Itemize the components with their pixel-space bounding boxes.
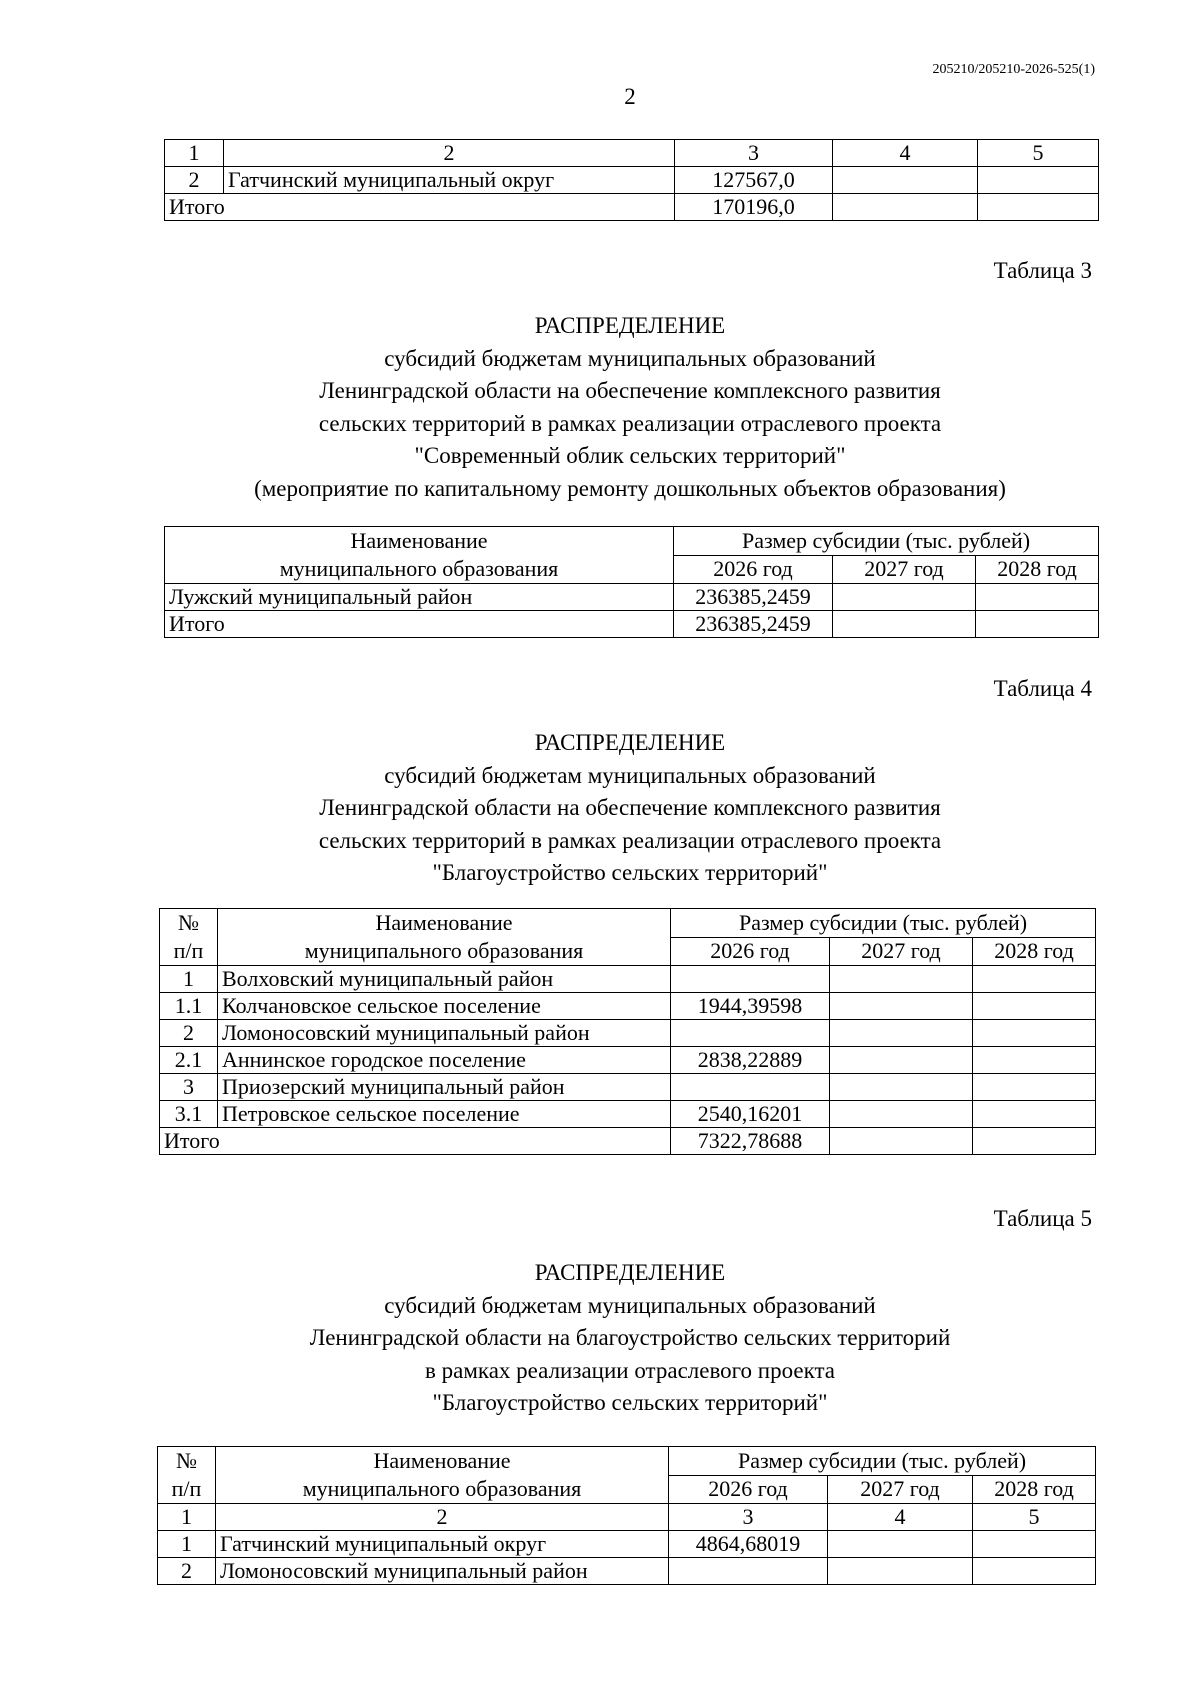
value-2026: 4864,68019 — [669, 1531, 828, 1558]
value-2028 — [973, 1020, 1096, 1047]
number-header — [158, 1447, 216, 1504]
value-2028 — [973, 1047, 1096, 1074]
total-2026: 170196,0 — [675, 194, 833, 221]
table4 — [159, 908, 1096, 1155]
name-header — [216, 1447, 669, 1504]
year-header: 2027 год — [833, 555, 976, 584]
value-2027 — [828, 1558, 973, 1585]
subsidy-header: Размер субсидии (тыс. рублей) — [671, 909, 1096, 938]
value-2027 — [830, 1101, 973, 1128]
column-number-row — [158, 1504, 1096, 1531]
row-number: 1 — [160, 966, 218, 993]
value-2026 — [669, 1558, 828, 1585]
total-2027 — [833, 194, 978, 221]
value-2026 — [671, 1074, 830, 1101]
value-2028 — [976, 584, 1099, 611]
municipality-name: Ломоносовский муниципальный район — [216, 1558, 669, 1585]
row-number: 2 — [165, 167, 224, 194]
title-line: субсидий бюджетам муниципальных образований — [384, 762, 876, 788]
municipality-name: Гатчинский муниципальный округ — [216, 1531, 669, 1558]
header-text: муниципального образования — [304, 938, 584, 963]
cell: 2 — [216, 1504, 669, 1531]
value-2028 — [978, 167, 1099, 194]
row-number: 2 — [160, 1020, 218, 1047]
total-row — [160, 1128, 1096, 1155]
title-line: "Благоустройство сельских территорий" — [432, 1390, 828, 1415]
title-line: Ленинградской области на обеспечение комплексного развития — [319, 795, 941, 820]
table-row — [165, 584, 1099, 611]
cell: 3 — [669, 1504, 828, 1531]
header-text: муниципального образования — [302, 1476, 582, 1501]
total-2027 — [830, 1128, 973, 1155]
document-code: 205210/205210-2026-525(1) — [932, 62, 1095, 77]
header-text: Наименование — [373, 1448, 511, 1473]
header-text: № — [176, 1448, 197, 1473]
total-2028 — [976, 611, 1099, 638]
table-row — [160, 993, 1096, 1020]
table5-title — [120, 1257, 1140, 1420]
title-line: "Современный облик сельских территорий" — [414, 443, 846, 468]
total-label: Итого — [165, 611, 674, 638]
row-number: 3.1 — [160, 1101, 218, 1128]
cell: 4 — [828, 1504, 973, 1531]
title-line: сельских территорий в рамках реализации отраслевого проекта — [318, 827, 942, 853]
table-row — [158, 1558, 1096, 1585]
table-row — [158, 1531, 1096, 1558]
title-line: в рамках реализации отраслевого проекта — [425, 1357, 835, 1383]
title-line: РАСПРЕДЕЛЕНИЕ — [534, 730, 726, 755]
row-number: 2.1 — [160, 1047, 218, 1074]
table5-label: Таблица 5 — [993, 1206, 1092, 1231]
title-line: "Благоустройство сельских территорий" — [432, 860, 828, 885]
total-row — [165, 194, 1099, 221]
table-row — [160, 1047, 1096, 1074]
table-row — [165, 167, 1099, 194]
header-text: № — [178, 910, 199, 935]
year-header: 2028 год — [976, 555, 1099, 584]
row-number: 2 — [158, 1558, 216, 1585]
cell: 5 — [978, 140, 1099, 167]
header-row — [165, 527, 1099, 556]
title-line: РАСПРЕДЕЛЕНИЕ — [534, 313, 726, 338]
municipality-name: Аннинское городское поселение — [218, 1047, 671, 1074]
value-2027 — [833, 584, 976, 611]
cell: 1 — [165, 140, 224, 167]
year-header: 2026 год — [674, 555, 833, 584]
table3-title — [120, 310, 1140, 505]
municipality-name: Петровское сельское поселение — [218, 1101, 671, 1128]
municipality-name: Колчановское сельское поселение — [218, 993, 671, 1020]
page-number: 2 — [624, 84, 636, 109]
value-2026: 2540,16201 — [671, 1101, 830, 1128]
subsidy-header: Размер субсидии (тыс. рублей) — [669, 1447, 1096, 1476]
table3-label: Таблица 3 — [993, 258, 1092, 283]
cell: 2 — [224, 140, 675, 167]
value-2028 — [973, 993, 1096, 1020]
header-text: муниципального образования — [279, 556, 559, 581]
value-2026 — [671, 966, 830, 993]
total-2028 — [978, 194, 1099, 221]
table-row — [160, 1101, 1096, 1128]
header-text: Наименование — [350, 528, 488, 553]
title-line: (мероприятие по капитальному ремонту дошкольных объектов образования) — [254, 475, 1006, 501]
total-2027 — [833, 611, 976, 638]
row-number: 1 — [158, 1531, 216, 1558]
title-line: субсидий бюджетам муниципальных образований — [384, 1292, 876, 1318]
total-label: Итого — [160, 1128, 671, 1155]
municipality-name: Гатчинский муниципальный округ — [224, 167, 675, 194]
value-2026: 236385,2459 — [674, 584, 833, 611]
year-header: 2027 год — [830, 937, 973, 966]
value-2027 — [830, 1020, 973, 1047]
cell: 4 — [833, 140, 978, 167]
table4-label: Таблица 4 — [993, 676, 1092, 701]
year-header: 2026 год — [669, 1475, 828, 1504]
title-line: субсидий бюджетам муниципальных образований — [384, 345, 876, 371]
year-header: 2027 год — [828, 1475, 973, 1504]
title-line: Ленинградской области на благоустройство сельских территорий — [309, 1325, 951, 1350]
value-2026: 1944,39598 — [671, 993, 830, 1020]
value-2026: 2838,22889 — [671, 1047, 830, 1074]
title-line: сельских территорий в рамках реализации отраслевого проекта — [318, 410, 942, 436]
total-label: Итого — [165, 194, 675, 221]
value-2027 — [830, 993, 973, 1020]
number-header — [160, 909, 218, 966]
total-row — [165, 611, 1099, 638]
column-number-row — [165, 140, 1099, 167]
value-2027 — [833, 167, 978, 194]
table4-title — [120, 727, 1140, 890]
header-text: п/п — [173, 938, 204, 963]
total-2026: 7322,78688 — [671, 1128, 830, 1155]
table-row — [160, 966, 1096, 993]
total-2028 — [973, 1128, 1096, 1155]
year-header: 2028 год — [973, 937, 1096, 966]
title-line: Ленинградской области на обеспечение комплексного развития — [319, 378, 941, 403]
header-row — [158, 1447, 1096, 1476]
table3 — [164, 526, 1099, 638]
value-2026: 127567,0 — [675, 167, 833, 194]
year-header: 2026 год — [671, 937, 830, 966]
value-2028 — [973, 1101, 1096, 1128]
table-row — [160, 1020, 1096, 1047]
name-header — [165, 527, 674, 584]
value-2027 — [828, 1531, 973, 1558]
name-header — [218, 909, 671, 966]
value-2028 — [973, 966, 1096, 993]
total-2026: 236385,2459 — [674, 611, 833, 638]
table-row — [160, 1074, 1096, 1101]
value-2027 — [830, 1074, 973, 1101]
row-number: 1.1 — [160, 993, 218, 1020]
value-2027 — [830, 966, 973, 993]
value-2027 — [830, 1047, 973, 1074]
subsidy-header: Размер субсидии (тыс. рублей) — [674, 527, 1099, 556]
header-row — [160, 909, 1096, 938]
cell: 3 — [675, 140, 833, 167]
year-header: 2028 год — [973, 1475, 1096, 1504]
row-number: 3 — [160, 1074, 218, 1101]
cell: 5 — [973, 1504, 1096, 1531]
header-text: Наименование — [375, 910, 513, 935]
value-2028 — [973, 1531, 1096, 1558]
cell: 1 — [158, 1504, 216, 1531]
value-2026 — [671, 1020, 830, 1047]
table-continuation — [164, 139, 1099, 221]
header-text: п/п — [171, 1476, 202, 1501]
municipality-name: Лужский муниципальный район — [165, 584, 674, 611]
table5 — [157, 1446, 1096, 1585]
municipality-name: Волховский муниципальный район — [218, 966, 671, 993]
municipality-name: Ломоносовский муниципальный район — [218, 1020, 671, 1047]
municipality-name: Приозерский муниципальный район — [218, 1074, 671, 1101]
value-2028 — [973, 1558, 1096, 1585]
title-line: РАСПРЕДЕЛЕНИЕ — [534, 1260, 726, 1285]
value-2028 — [973, 1074, 1096, 1101]
